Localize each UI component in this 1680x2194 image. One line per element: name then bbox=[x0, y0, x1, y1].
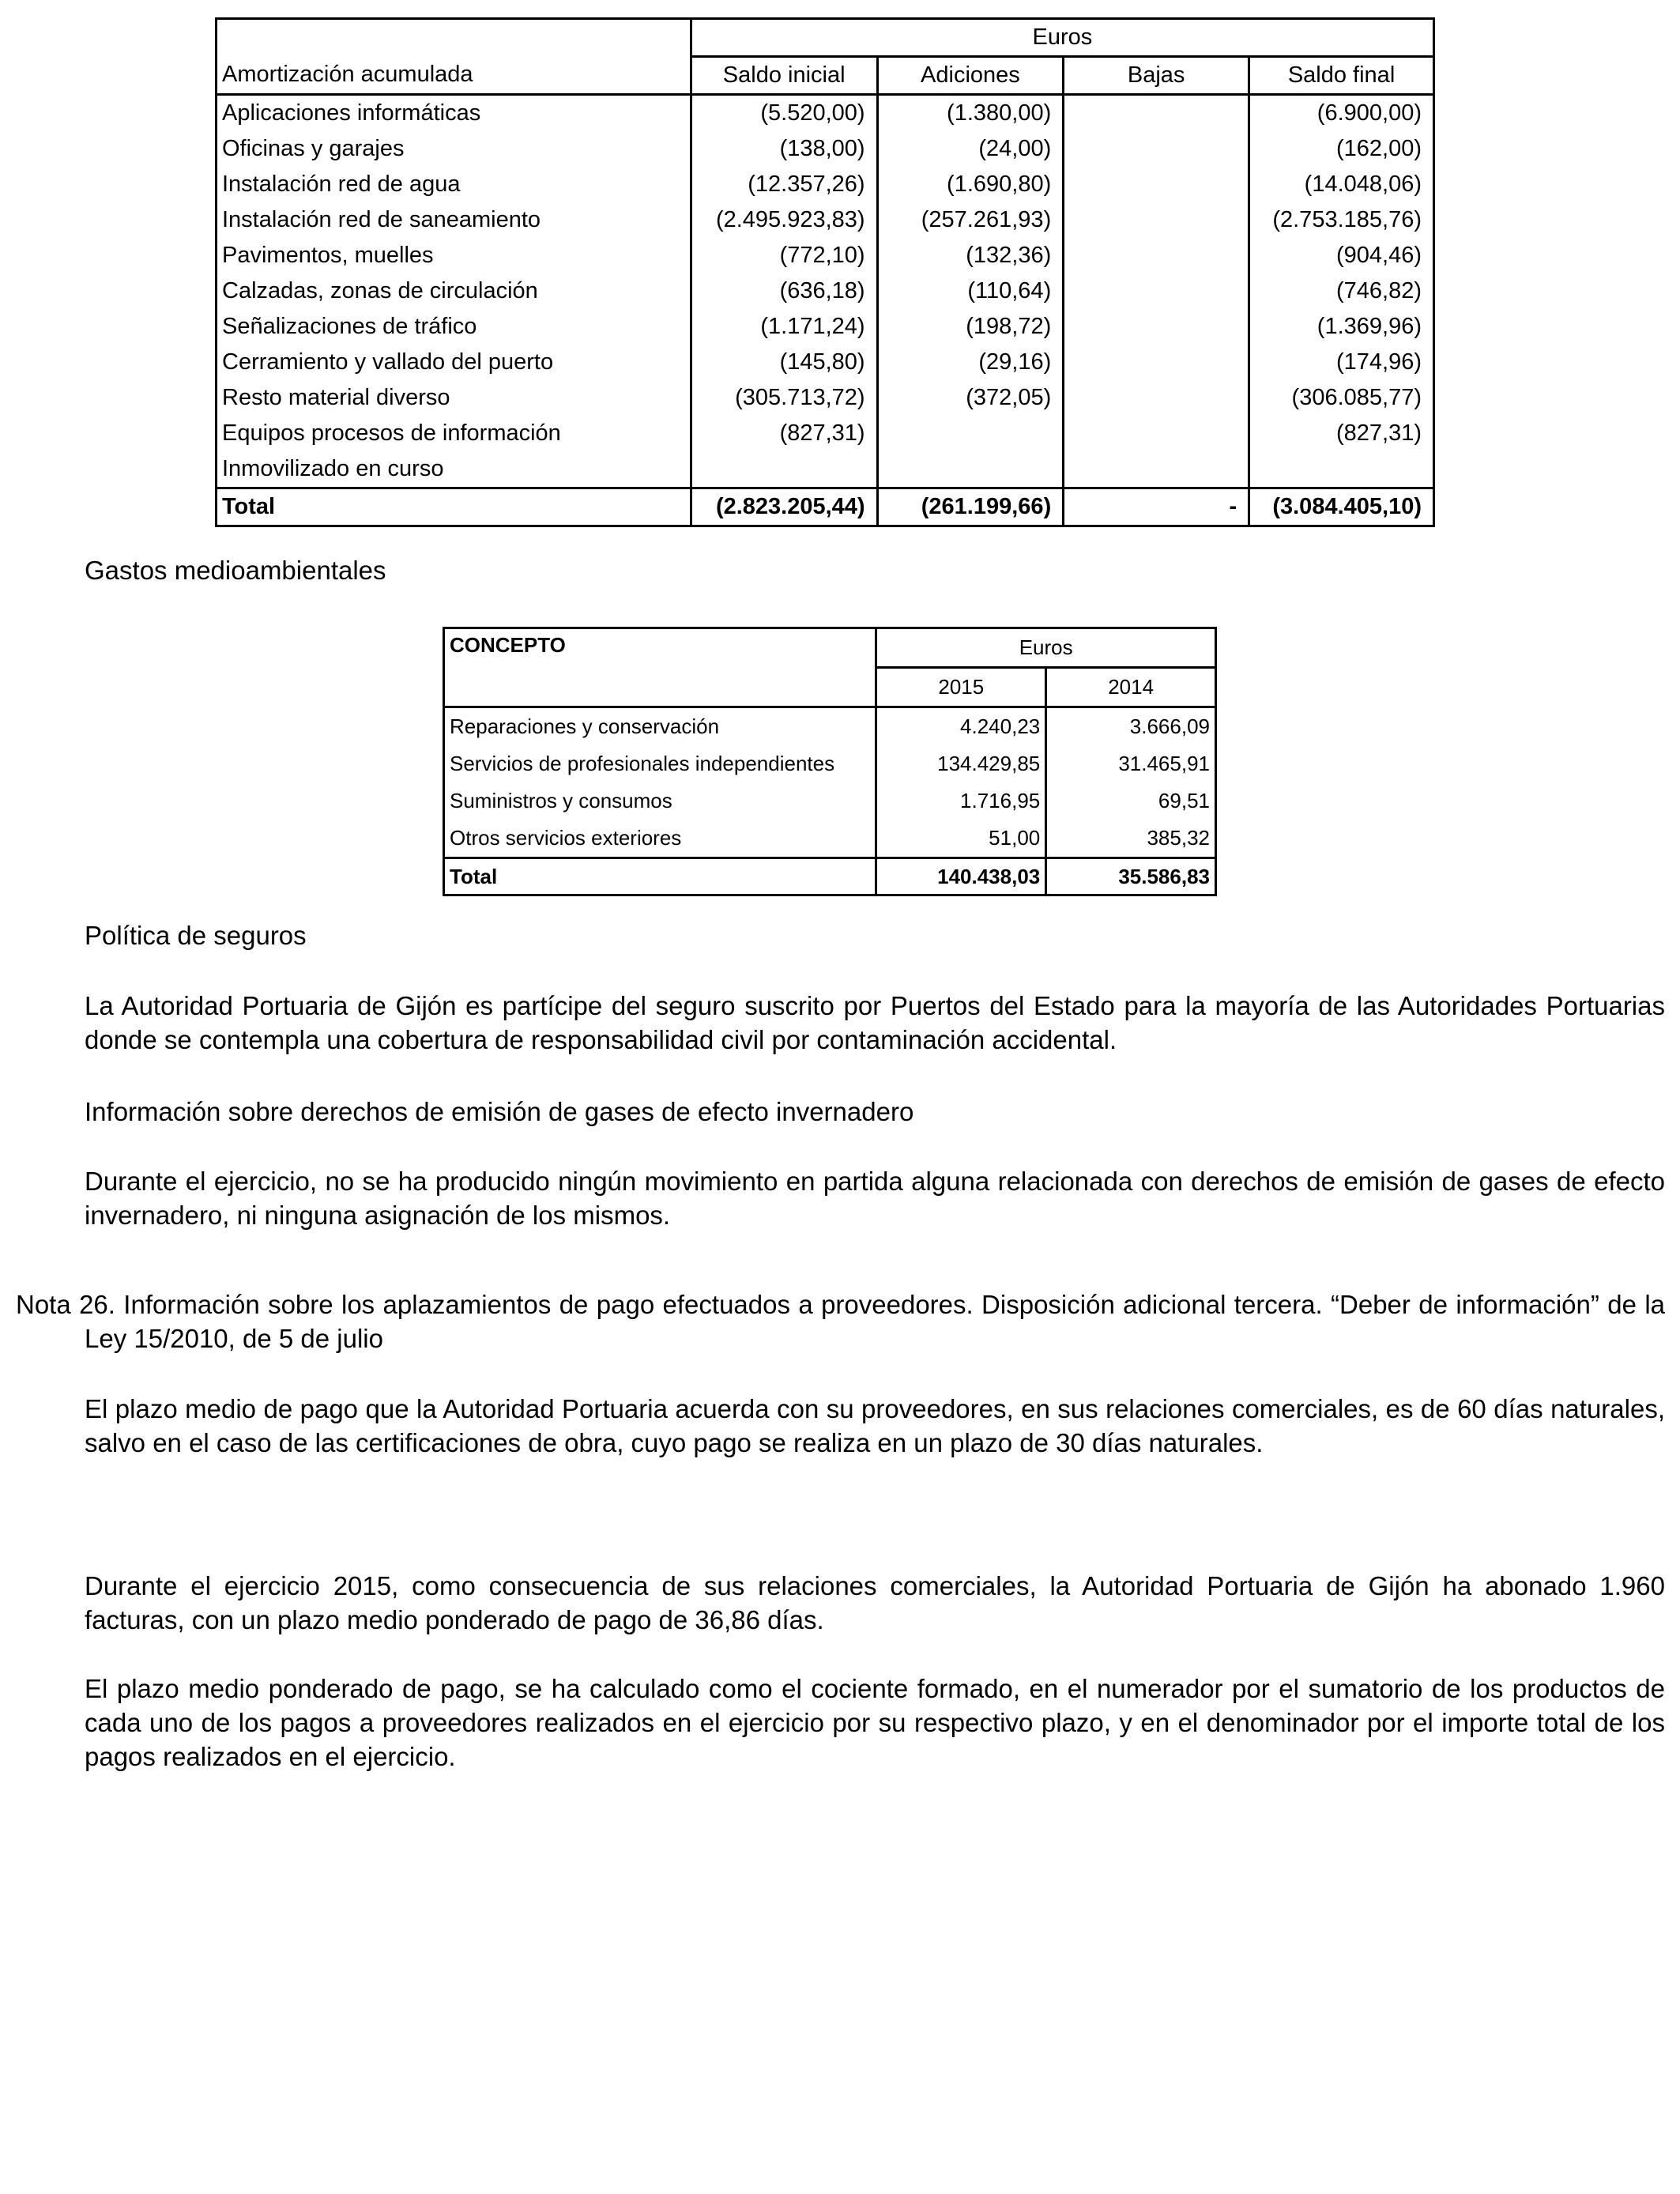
cell-saldo-inicial: (827,31) bbox=[691, 416, 877, 451]
row-label: Oficinas y garajes bbox=[217, 131, 691, 167]
cell-2015: 134.429,85 bbox=[876, 745, 1046, 782]
nota-26-heading: Nota 26. Información sobre los aplazamientos de pago efectuados a proveedores. Disposición adicional tercera. “Deber de información” de la Ley 15/2010, de 5 de julio bbox=[16, 1290, 1665, 1353]
env-header-row-1 bbox=[444, 628, 1216, 668]
cell-adiciones: (372,05) bbox=[877, 380, 1064, 416]
table-row bbox=[444, 745, 1216, 782]
cell-saldo-final bbox=[1249, 451, 1434, 488]
cell-adiciones: (29,16) bbox=[877, 345, 1064, 380]
paragraph-ejercicio-2015: Durante el ejercicio 2015, como consecuencia de sus relaciones comerciales, la Autoridad Portuaria de Gijón ha abonado 1.960 facturas, con un plazo medio ponderado de pago de 36,86 días. bbox=[85, 1571, 1665, 1634]
cell-saldo-final: (174,96) bbox=[1249, 345, 1434, 380]
cell-2014: 31.465,91 bbox=[1046, 745, 1216, 782]
total-saldo-inicial: (2.823.205,44) bbox=[691, 488, 877, 526]
cell-saldo-inicial: (138,00) bbox=[691, 131, 877, 167]
table-row bbox=[444, 782, 1216, 820]
paragraph-emision: Durante el ejercicio, no se ha producido ningún movimiento en partida alguna relacionada con derechos de emisión de gases de efecto invernadero, ni ninguna asignación de los mismos. bbox=[85, 1167, 1665, 1230]
cell-saldo-final: (2.753.185,76) bbox=[1249, 202, 1434, 238]
cell-bajas bbox=[1064, 451, 1249, 488]
cell-saldo-inicial: (145,80) bbox=[691, 345, 877, 380]
amortization-header-row-1 bbox=[217, 19, 1434, 57]
cell-2015: 1.716,95 bbox=[876, 782, 1046, 820]
total-saldo-final: (3.084.405,10) bbox=[1249, 488, 1434, 526]
cell-saldo-final: (6.900,00) bbox=[1249, 95, 1434, 132]
cell-bajas bbox=[1064, 416, 1249, 451]
table-row bbox=[217, 131, 1434, 167]
row-label: Calzadas, zonas de circulación bbox=[217, 273, 691, 309]
row-label: Aplicaciones informáticas bbox=[217, 95, 691, 132]
paragraph-calculo: El plazo medio ponderado de pago, se ha calculado como el cociente formado, en el numerador por el sumatorio de los productos de cada uno de los pagos a proveedores realizados en el ejercicio por su respectivo plazo, y en el denominador por el importe total de los pagos realizados en el ejercicio. bbox=[85, 1674, 1665, 1771]
cell-adiciones: (198,72) bbox=[877, 309, 1064, 345]
heading-derechos-emision: Información sobre derechos de emisión de gases de efecto invernadero bbox=[85, 1097, 914, 1126]
row-label: Señalizaciones de tráfico bbox=[217, 309, 691, 345]
total-2015: 140.438,03 bbox=[876, 858, 1046, 895]
row-label: Instalación red de agua bbox=[217, 167, 691, 202]
cell-saldo-inicial: (2.495.923,83) bbox=[691, 202, 877, 238]
row-label: Reparaciones y conservación bbox=[444, 707, 876, 746]
env-year-2015: 2015 bbox=[876, 668, 1046, 707]
paragraph-seguros: La Autoridad Portuaria de Gijón es partícipe del seguro suscrito por Puertos del Estado para la mayoría de las Autoridades Portuarias donde se contempla una cobertura de responsabilidad civil por contaminación accidental. bbox=[85, 991, 1665, 1054]
cell-bajas bbox=[1064, 345, 1249, 380]
amortization-col-bajas: Bajas bbox=[1064, 57, 1249, 95]
cell-2015: 51,00 bbox=[876, 820, 1046, 858]
cell-2014: 3.666,09 bbox=[1046, 707, 1216, 746]
total-label: Total bbox=[217, 488, 691, 526]
cell-saldo-inicial: (5.520,00) bbox=[691, 95, 877, 132]
table-row bbox=[217, 95, 1434, 132]
total-adiciones: (261.199,66) bbox=[877, 488, 1064, 526]
row-label: Otros servicios exteriores bbox=[444, 820, 876, 858]
row-label: Suministros y consumos bbox=[444, 782, 876, 820]
cell-saldo-inicial: (636,18) bbox=[691, 273, 877, 309]
cell-saldo-inicial bbox=[691, 451, 877, 488]
amortization-header-row-2 bbox=[217, 57, 1434, 95]
row-label: Inmovilizado en curso bbox=[217, 451, 691, 488]
environmental-expenses-table bbox=[443, 627, 1217, 896]
total-2014: 35.586,83 bbox=[1046, 858, 1216, 895]
cell-saldo-inicial: (1.171,24) bbox=[691, 309, 877, 345]
total-row bbox=[444, 858, 1216, 895]
env-concept-header: CONCEPTO bbox=[444, 628, 876, 707]
cell-adiciones: (257.261,93) bbox=[877, 202, 1064, 238]
heading-politica-seguros: Política de seguros bbox=[85, 921, 307, 950]
env-euros-header: Euros bbox=[876, 628, 1216, 668]
total-bajas: - bbox=[1064, 488, 1249, 526]
table-row bbox=[444, 820, 1216, 858]
cell-saldo-final: (1.369,96) bbox=[1249, 309, 1434, 345]
table-row bbox=[217, 416, 1434, 451]
row-label: Resto material diverso bbox=[217, 380, 691, 416]
cell-saldo-final: (306.085,77) bbox=[1249, 380, 1434, 416]
cell-saldo-final: (904,46) bbox=[1249, 238, 1434, 273]
table-row bbox=[217, 345, 1434, 380]
cell-bajas bbox=[1064, 238, 1249, 273]
cell-adiciones: (110,64) bbox=[877, 273, 1064, 309]
cell-saldo-inicial: (772,10) bbox=[691, 238, 877, 273]
cell-adiciones: (132,36) bbox=[877, 238, 1064, 273]
total-label: Total bbox=[444, 858, 876, 895]
heading-gastos-medioambientales: Gastos medioambientales bbox=[85, 556, 386, 585]
amortization-col-saldo-inicial: Saldo inicial bbox=[691, 57, 877, 95]
row-label: Pavimentos, muelles bbox=[217, 238, 691, 273]
amortization-header-blank bbox=[217, 19, 691, 57]
row-label: Equipos procesos de información bbox=[217, 416, 691, 451]
cell-bajas bbox=[1064, 273, 1249, 309]
cell-bajas bbox=[1064, 167, 1249, 202]
paragraph-plazo-medio: El plazo medio de pago que la Autoridad Portuaria acuerda con su proveedores, en sus relaciones comerciales, es de 60 días naturales, salvo en el caso de las certificaciones de obra, cuyo pago se realiza en un plazo de 30 días naturales. bbox=[85, 1394, 1665, 1457]
amortization-col-adiciones: Adiciones bbox=[877, 57, 1064, 95]
amortization-euros-header: Euros bbox=[691, 19, 1433, 57]
cell-bajas bbox=[1064, 380, 1249, 416]
amortization-table bbox=[215, 17, 1435, 527]
cell-saldo-final: (746,82) bbox=[1249, 273, 1434, 309]
table-row bbox=[217, 167, 1434, 202]
row-label: Cerramiento y vallado del puerto bbox=[217, 345, 691, 380]
row-label: Instalación red de saneamiento bbox=[217, 202, 691, 238]
cell-bajas bbox=[1064, 131, 1249, 167]
cell-2015: 4.240,23 bbox=[876, 707, 1046, 746]
cell-saldo-final: (14.048,06) bbox=[1249, 167, 1434, 202]
amortization-col-saldo-final: Saldo final bbox=[1249, 57, 1434, 95]
amortization-col-label: Amortización acumulada bbox=[217, 57, 691, 95]
table-row bbox=[217, 273, 1434, 309]
table-row bbox=[217, 451, 1434, 488]
cell-adiciones: (24,00) bbox=[877, 131, 1064, 167]
cell-saldo-inicial: (305.713,72) bbox=[691, 380, 877, 416]
cell-saldo-final: (827,31) bbox=[1249, 416, 1434, 451]
cell-2014: 385,32 bbox=[1046, 820, 1216, 858]
total-row bbox=[217, 488, 1434, 526]
row-label: Servicios de profesionales independientes bbox=[444, 745, 876, 782]
cell-bajas bbox=[1064, 202, 1249, 238]
cell-adiciones: (1.690,80) bbox=[877, 167, 1064, 202]
cell-adiciones bbox=[877, 416, 1064, 451]
table-row bbox=[444, 707, 1216, 746]
table-row bbox=[217, 380, 1434, 416]
env-year-2014: 2014 bbox=[1046, 668, 1216, 707]
cell-2014: 69,51 bbox=[1046, 782, 1216, 820]
cell-adiciones: (1.380,00) bbox=[877, 95, 1064, 132]
table-row bbox=[217, 309, 1434, 345]
cell-bajas bbox=[1064, 95, 1249, 132]
table-row bbox=[217, 202, 1434, 238]
table-row bbox=[217, 238, 1434, 273]
cell-saldo-inicial: (12.357,26) bbox=[691, 167, 877, 202]
cell-saldo-final: (162,00) bbox=[1249, 131, 1434, 167]
cell-bajas bbox=[1064, 309, 1249, 345]
cell-adiciones bbox=[877, 451, 1064, 488]
